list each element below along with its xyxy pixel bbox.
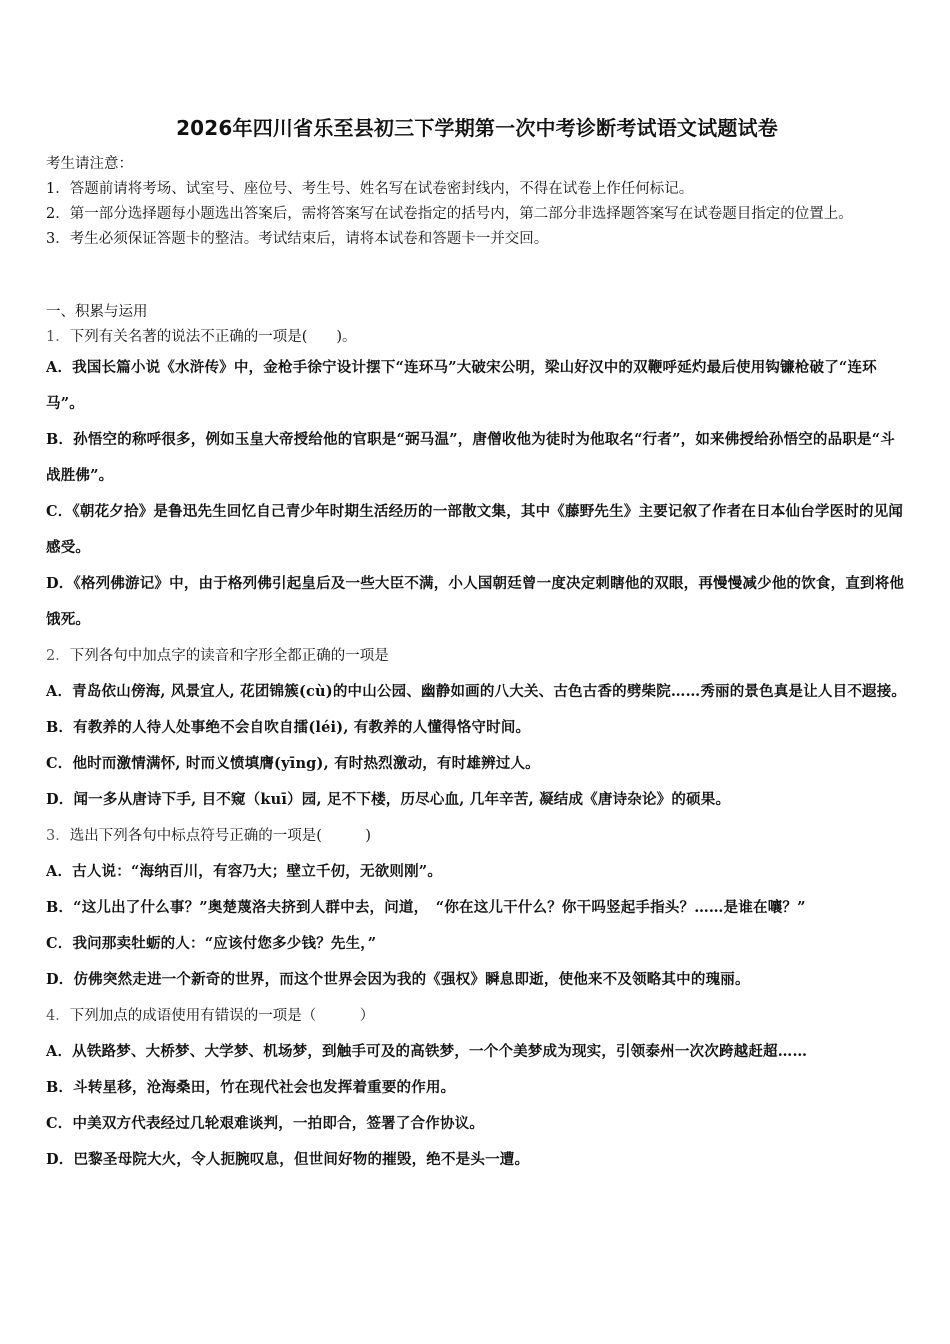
- question-2-option-d: [46, 782, 908, 818]
- option-letter: D．: [46, 971, 74, 988]
- question-3-option-c: [46, 926, 908, 962]
- section-accumulation: [46, 300, 908, 1178]
- option-text: 他时而激情满怀, 时而义愤填膺(yīng), 有时热烈激动，有时雄辨过人。: [72, 755, 540, 772]
- option-text: 我问那卖牡蛎的人：“应该付您多少钱？先生，”: [72, 935, 377, 952]
- option-text: 巴黎圣母院大火，令人扼腕叹息，但世间好物的摧毁，绝不是头一遭。: [73, 1151, 530, 1168]
- option-text: 我国长篇小说《水浒传》中，金枪手徐宁设计摆下“连环马”大破宋公明，梁山好汉中的双鞭呼延灼最后使用钩镰枪破了“连环马”。: [46, 359, 877, 412]
- option-letter: B．: [46, 899, 74, 916]
- option-letter: A．: [46, 683, 73, 700]
- option-letter: D．: [46, 575, 74, 592]
- exam-notice: [46, 152, 908, 252]
- option-text: 孙悟空的称呼很多，例如玉皇大帝授给他的官职是“弼马温”，唐僧收他为徒时为他取名“行者”，如来佛授给孙悟空的品职是“斗战胜佛”。: [46, 431, 895, 484]
- question-1-option-d: [46, 566, 908, 638]
- option-text: 《朝花夕拾》是鲁迅先生回忆自己青少年时期生活经历的一部散文集，其中《藤野先生》主要记叙了作者在日本仙台学医时的见闻感受。: [46, 503, 904, 556]
- question-4-option-d: [46, 1142, 908, 1178]
- question-2-stem: [46, 638, 908, 674]
- question-text: 下列有关名著的说法不正确的一项是( )。: [69, 329, 357, 345]
- question-4-stem: [46, 998, 908, 1034]
- option-letter: C．: [46, 935, 73, 952]
- option-text: 斗转星移，沧海桑田，竹在现代社会也发挥着重要的作用。: [73, 1079, 456, 1096]
- question-text: 下列加点的成语使用有错误的一项是（ ）: [69, 1008, 375, 1024]
- question-4-option-c: [46, 1106, 908, 1142]
- question-3-option-a: [46, 854, 908, 890]
- option-text: 有教养的人待人处事绝不会自吹自擂(léi), 有教养的人懂得恪守时间。: [73, 719, 531, 736]
- option-letter: C．: [46, 755, 73, 772]
- question-3-stem: [46, 818, 908, 854]
- notice-item: 3．考生必须保证答题卡的整洁。考试结束后，请将本试卷和答题卡一并交回。: [46, 231, 549, 247]
- option-text: 从铁路梦、大桥梦、大学梦、机场梦，到触手可及的高铁梦，一个个美梦成为现实，引领泰州一次次跨越赶超……: [72, 1043, 808, 1060]
- section-heading: 一、积累与运用: [46, 304, 148, 320]
- option-letter: B．: [46, 719, 74, 736]
- question-number: 3．: [46, 828, 70, 844]
- option-letter: C．: [46, 1115, 73, 1132]
- option-text: 中美双方代表经过几轮艰难谈判，一拍即合，签署了合作协议。: [72, 1115, 485, 1132]
- question-4-option-b: [46, 1070, 908, 1106]
- option-text: 古人说：“海纳百川，有容乃大；壁立千仞，无欲则刚”。: [72, 863, 443, 880]
- notice-item: 1．答题前请将考场、试室号、座位号、考生号、姓名写在试卷密封线内，不得在试卷上作任何标记。: [46, 181, 694, 197]
- question-1-stem: [46, 324, 908, 350]
- option-letter: D．: [46, 791, 74, 808]
- page-title: 2026年四川省乐至县初三下学期第一次中考诊断考试语文试题试卷: [176, 116, 778, 140]
- question-2-option-c: [46, 746, 908, 782]
- option-letter: A．: [46, 1043, 73, 1060]
- option-letter: A．: [46, 359, 73, 376]
- question-1-option-b: [46, 422, 908, 494]
- question-text: 下列各句中加点字的读音和字形全都正确的一项是: [69, 648, 389, 664]
- notice-item: 2．第一部分选择题每小题选出答案后，需将答案写在试卷指定的括号内，第二部分非选择题答案写在试卷题目指定的位置上。: [46, 206, 853, 222]
- option-letter: B．: [46, 431, 74, 448]
- option-text: 闻一多从唐诗下手, 目不窥（kuī）园, 足不下楼，历尽心血, 几年辛苦, 凝结成《唐诗杂论》的硕果。: [73, 791, 731, 808]
- question-3-option-d: [46, 962, 908, 998]
- notice-heading: 考生请注意：: [46, 156, 133, 172]
- option-letter: D．: [46, 1151, 74, 1168]
- option-letter: A．: [46, 863, 73, 880]
- option-letter: C．: [46, 503, 73, 520]
- question-4-option-a: [46, 1034, 908, 1070]
- option-text: 青岛依山傍海, 风景宜人, 花团锦簇(cù)的中山公园、幽静如画的八大关、古色古香的劈柴院……秀丽的景色真是让人目不遐接。: [72, 683, 907, 700]
- question-number: 1．: [46, 329, 70, 345]
- question-3-option-b: [46, 890, 908, 926]
- option-text: “这儿出了什么事？”奥楚蔑洛夫挤到人群中去，问道， “你在这儿干什么？你干吗竖起手指头？……是谁在嚷？”: [73, 899, 806, 916]
- option-text: 《格列佛游记》中，由于格列佛引起皇后及一些大臣不满，小人国朝廷曾一度决定刺瞎他的双眼，再慢慢减少他的饮食，直到将他饿死。: [46, 575, 905, 628]
- question-number: 4．: [46, 1008, 70, 1024]
- question-2-option-a: [46, 674, 908, 710]
- question-1-option-c: [46, 494, 908, 566]
- question-text: 选出下列各句中标点符号正确的一项是( ): [69, 828, 372, 844]
- option-text: 仿佛突然走进一个新奇的世界，而这个世界会因为我的《强权》瞬息即逝，使他来不及领略其中的瑰丽。: [73, 971, 750, 988]
- question-2-option-b: [46, 710, 908, 746]
- question-number: 2．: [46, 648, 70, 664]
- option-letter: B．: [46, 1079, 74, 1096]
- question-1-option-a: [46, 350, 908, 422]
